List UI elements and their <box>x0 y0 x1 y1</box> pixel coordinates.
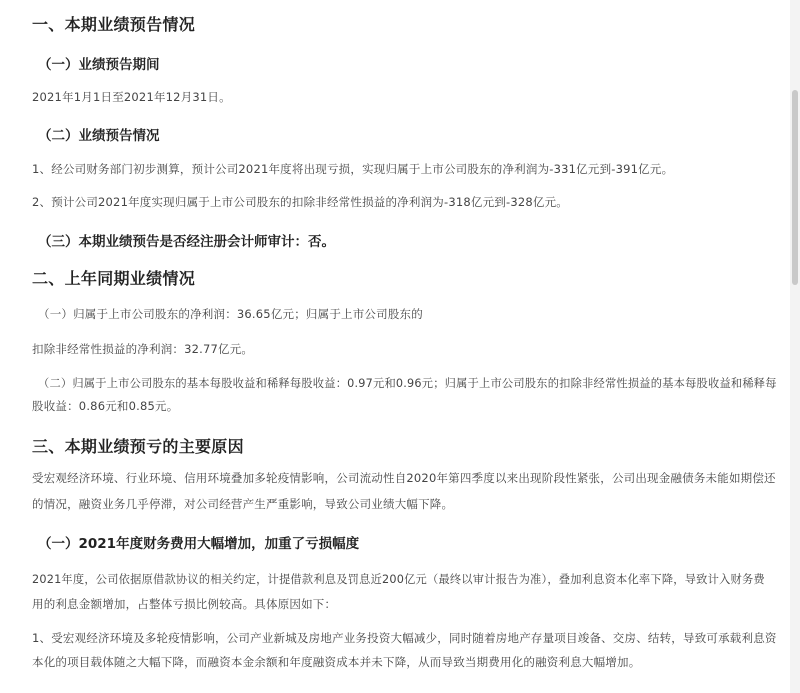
section-heading-1: 一、本期业绩预告情况 <box>32 15 196 34</box>
paragraph-prior-eps-cont: 股收益：0.86元和0.85元。 <box>32 399 179 413</box>
section-heading-3: 三、本期业绩预亏的主要原因 <box>32 437 244 456</box>
paragraph-interest-accrual-cont: 用的利息金额增加，占整体亏损比例较高。具体原因如下： <box>32 597 337 611</box>
scrollbar-thumb[interactable] <box>792 90 798 285</box>
paragraph-main-reason-cont: 的情况，融资业务几乎停滞，对公司经营产生严重影响，导致公司业绩大幅下降。 <box>32 497 454 511</box>
vertical-scrollbar[interactable] <box>790 0 800 693</box>
section-heading-2: 二、上年同期业绩情况 <box>32 269 196 288</box>
subheading-forecast-period: （一）业绩预告期间 <box>38 57 160 73</box>
paragraph-deducted-profit-forecast: 2、预计公司2021年度实现归属于上市公司股东的扣除非经常性损益的净利润为-318亿元到-328亿元。 <box>32 195 568 209</box>
paragraph-reason-1: 1、受宏观经济环境及多轮疫情影响，公司产业新城及房地产业务投资大幅减少，同时随着房地产存量项目竣备、交房、结转，导致可承载利息资 <box>32 631 777 645</box>
subheading-forecast-status: （二）业绩预告情况 <box>38 128 160 144</box>
subheading-financial-expenses: （一）2021年度财务费用大幅增加，加重了亏损幅度 <box>38 536 360 552</box>
forecast-period-text: 2021年1月1日至2021年12月31日。 <box>32 90 231 104</box>
paragraph-prior-eps: （二）归属于上市公司股东的基本每股收益和稀释每股收益：0.97元和0.96元；归属于上市公司股东的扣除非经常性损益的基本每股收益和稀释每 <box>38 377 777 390</box>
paragraph-net-profit-forecast: 1、经公司财务部门初步测算，预计公司2021年度将出现亏损，实现归属于上市公司股东的净利润为-331亿元到-391亿元。 <box>32 162 674 176</box>
paragraph-interest-accrual: 2021年度，公司依据原借款协议的相关约定，计提借款利息及罚息近200亿元（最终以审计报告为准），叠加利息资本化率下降，导致计入财务费 <box>32 573 765 586</box>
paragraph-reason-1-cont: 本化的项目载体随之大幅下降，而融资本金余额和年度融资成本并未下降，从而导致当期费用化的融资利息大幅增加。 <box>32 655 641 669</box>
paragraph-prior-net-profit: （一）归属于上市公司股东的净利润：36.65亿元；归属于上市公司股东的 <box>38 307 423 321</box>
subheading-audit-status: （三）本期业绩预告是否经注册会计师审计：否。 <box>38 234 335 250</box>
paragraph-main-reason: 受宏观经济环境、行业环境、信用环境叠加多轮疫情影响，公司流动性自2020年第四季度以来出现阶段性紧张，公司出现金融债务未能如期偿还 <box>32 471 776 485</box>
paragraph-prior-net-profit-cont: 扣除非经常性损益的净利润：32.77亿元。 <box>32 342 254 356</box>
